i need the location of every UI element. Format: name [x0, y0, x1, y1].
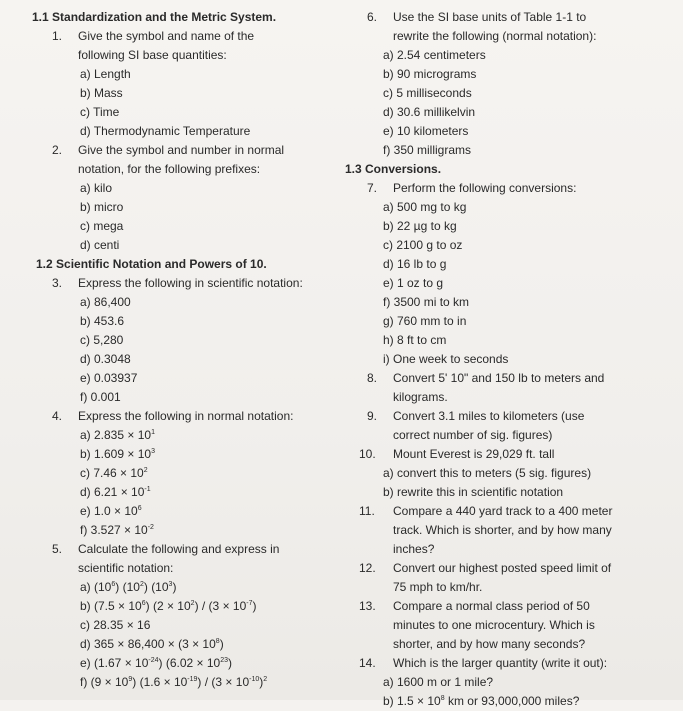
option: a) 1600 m or 1 mile?: [383, 675, 494, 689]
section-heading-1-2: 1.2 Scientific Notation and Powers of 10.: [36, 257, 267, 271]
option: a) $2.835 \times 10^1$: [80, 428, 155, 442]
question-text: Convert our highest posted speed limit of 75 mph to km/hr.: [393, 561, 612, 594]
option: e) $(1.67 \times 10^{-24})$ $(6.02 \times 10^{23})$: [80, 656, 233, 670]
question-14-options: [345, 673, 645, 711]
option: b) $1.609 \times 10^3$: [80, 447, 155, 461]
question-7: 7. Perform the following conversions:: [367, 179, 645, 198]
question-6-options: [345, 46, 645, 160]
option: e) 1 oz to g: [383, 276, 444, 290]
option: a) 2.54 centimeters: [383, 48, 486, 62]
question-text: Calculate the following and express in scientific notation:: [78, 542, 280, 575]
option: d) 16 lb to g: [383, 257, 447, 271]
option: a) Length: [80, 67, 131, 81]
question-text: Give the symbol and name of the following SI base quantities:: [78, 29, 255, 62]
option: d) centi: [80, 238, 120, 252]
question-text: Convert 5' 10" and 150 lb to meters and kilograms.: [393, 371, 605, 404]
right-column: [345, 8, 645, 711]
question-text: Use the SI base units of Table 1-1 to rewrite the following (normal notation):: [393, 10, 597, 43]
question-10-options: [345, 464, 645, 502]
section-heading-1-3: 1.3 Conversions.: [345, 162, 442, 176]
option: f) 350 milligrams: [383, 143, 472, 157]
question-5: 5. Calculate the following and express in scientific notation:: [52, 540, 337, 578]
question-8: 8. Convert 5' 10" and 150 lb to meters and kilograms.: [367, 369, 645, 407]
option: c) 28.35 × 16: [80, 618, 151, 632]
question-text: Express the following in normal notation:: [78, 409, 294, 423]
option: a) kilo: [80, 181, 113, 195]
question-2-options: [32, 179, 337, 255]
option: d) $365 \times 86,400 \times (3 \times 10^8)$: [80, 637, 224, 651]
question-7-options: [345, 198, 645, 369]
option: b) $(7.5 \times 10^6)$ $(2 \times 10^2) / (3 \times 10^{-7})$: [80, 599, 257, 613]
option: e) 10 kilometers: [383, 124, 469, 138]
option: f) 3500 mi to km: [383, 295, 470, 309]
option: g) 760 mm to in: [383, 314, 467, 328]
option: h) 8 ft to cm: [383, 333, 447, 347]
question-2: 2. Give the symbol and number in normal notation, for the following prefixes:: [52, 141, 337, 179]
section-heading-1-1: 1.1 Standardization and the Metric System.: [32, 10, 277, 24]
question-text: Compare a 440 yard track to a 400 meter track. Which is shorter, and by how many inches?: [393, 504, 613, 556]
question-3: 3. Express the following in scientific notation:: [52, 274, 337, 293]
option: f) $(9 \times 10^9)$ $(1.6 \times 10^{-19}) / (3 \times 10^{-10})^2$: [80, 675, 268, 689]
left-column: [32, 8, 337, 692]
option: b) 453.6: [80, 314, 125, 328]
option: f) 0.001: [80, 390, 121, 404]
option: b) Mass: [80, 86, 123, 100]
question-3-options: [32, 293, 337, 407]
option: e) $1.0 \times 10^6$: [80, 504, 142, 518]
option: a) 86,400: [80, 295, 131, 309]
option: b) $1.5 \times 10^8$ km or 93,000,000 miles?: [383, 694, 580, 708]
question-text: Compare a normal class period of 50 minutes to one microcentury. Which is shorter, and by how many seconds?: [393, 599, 595, 651]
question-text: Which is the larger quantity (write it out):: [393, 656, 608, 670]
question-text: Give the symbol and number in normal notation, for the following prefixes:: [78, 143, 285, 176]
question-14: 14. Which is the larger quantity (write it out):: [359, 654, 645, 673]
option: a) 500 mg to kg: [383, 200, 467, 214]
question-text: Perform the following conversions:: [393, 181, 577, 195]
option: c) mega: [80, 219, 124, 233]
question-13: 13. Compare a normal class period of 50 minutes to one microcentury. Which is shorter, and by how many seconds?: [359, 597, 645, 654]
question-1: 1. Give the symbol and name of the following SI base quantities:: [52, 27, 337, 65]
option: b) 22 µg to kg: [383, 219, 457, 233]
question-text: Mount Everest is 29,029 ft. tall: [393, 447, 555, 461]
option: b) micro: [80, 200, 124, 214]
option: d) $6.21 \times 10^{-1}$: [80, 485, 151, 499]
option: a) convert this to meters (5 sig. figures): [383, 466, 592, 480]
option: i) One week to seconds: [383, 352, 509, 366]
question-10: 10. Mount Everest is 29,029 ft. tall: [359, 445, 645, 464]
question-12: 12. Convert our highest posted speed limit of 75 mph to km/hr.: [359, 559, 645, 597]
question-6: 6. Use the SI base units of Table 1-1 to rewrite the following (normal notation):: [367, 8, 645, 46]
option: c) Time: [80, 105, 120, 119]
option: c) 5,280: [80, 333, 124, 347]
option: c) 5 milliseconds: [383, 86, 472, 100]
option: f) $3.527 \times 10^{-2}$: [80, 523, 154, 537]
option: d) Thermodynamic Temperature: [80, 124, 251, 138]
option: e) 0.03937: [80, 371, 138, 385]
question-9: 9. Convert 3.1 miles to kilometers (use correct number of sig. figures): [367, 407, 645, 445]
question-4: 4. Express the following in normal notation:: [52, 407, 337, 426]
option: b) rewrite this in scientific notation: [383, 485, 564, 499]
option: c) 2100 g to oz: [383, 238, 463, 252]
question-text: Convert 3.1 miles to kilometers (use correct number of sig. figures): [393, 409, 585, 442]
question-4-options: [32, 426, 337, 540]
option: b) 90 micrograms: [383, 67, 477, 81]
question-11: 11. Compare a 440 yard track to a 400 meter track. Which is shorter, and by how many inches?: [359, 502, 645, 559]
option: d) 0.3048: [80, 352, 131, 366]
question-1-options: [32, 65, 337, 141]
option: c) $7.46 \times 10^2$: [80, 466, 148, 480]
option: d) 30.6 millikelvin: [383, 105, 476, 119]
option: a) $(10^6)$ $(10^2)$ $(10^3)$: [80, 580, 177, 594]
question-text: Express the following in scientific notation:: [78, 276, 303, 290]
question-5-options: [32, 578, 337, 692]
